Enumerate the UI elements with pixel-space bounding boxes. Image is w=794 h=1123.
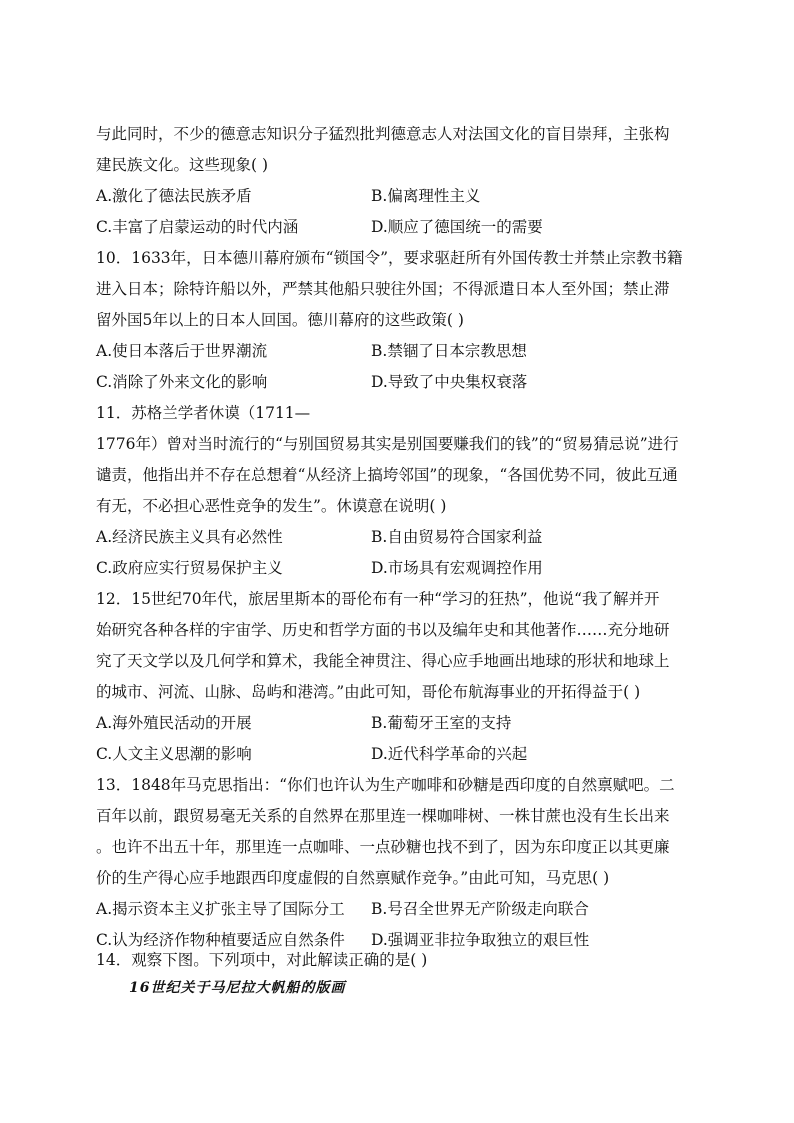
q11-text-line-3: 谴责，他指出并不存在总想着“从经济上搞垮邻国”的现象，“各国优势不同，彼此互通 xyxy=(96,466,678,484)
figure-caption: 16世纪关于马尼拉大帆船的版画 xyxy=(129,980,346,996)
q13-option-c: C.认为经济作物种植要适应自然条件 xyxy=(96,931,345,949)
q11-option-d: D.市场具有宏观调控作用 xyxy=(371,559,543,577)
q11-text-line-1: 11．苏格兰学者休谟（1711— xyxy=(96,404,311,422)
q9-option-c: C.丰富了启蒙运动的时代内涵 xyxy=(96,218,299,236)
q10-option-d: D.导致了中央集权衰落 xyxy=(371,373,528,391)
q9-text-line-2: 建民族文化。这些现象( ) xyxy=(96,156,269,174)
q13-text-line-2: 百年以前，跟贸易毫无关系的自然界在那里连一棵咖啡树、一株甘蔗也没有生长出来 xyxy=(96,807,670,825)
q12-text-line-2: 始研究各种各样的宇宙学、历史和哲学方面的书以及编年史和其他著作……充分地研 xyxy=(96,621,670,639)
q11-text-line-4: 有无，不必担心恶性竞争的发生”。休谟意在说明( ) xyxy=(96,497,447,515)
q13-option-a: A.揭示资本主义扩张主导了国际分工 xyxy=(96,900,345,918)
q9-text-line-1: 与此同时，不少的德意志知识分子猛烈批判德意志人对法国文化的盲目崇拜，主张构 xyxy=(96,125,670,143)
q11-option-a: A.经济民族主义具有必然性 xyxy=(96,528,283,546)
q13-text-line-3: 。也许不出五十年，那里连一点咖啡、一点砂糖也找不到了，因为东印度正以其更廉 xyxy=(96,838,670,856)
q10-option-c: C.消除了外来文化的影响 xyxy=(96,373,268,391)
q9-option-b: B.偏离理性主义 xyxy=(371,187,481,205)
q9-option-a: A.激化了德法民族矛盾 xyxy=(96,187,252,205)
q10-text-line-3: 留外国5年以上的日本人回国。德川幕府的这些政策( ) xyxy=(96,311,464,329)
q12-text-line-4: 的城市、河流、山脉、岛屿和港湾。”由此可知，哥伦布航海事业的开拓得益于( ) xyxy=(96,683,641,701)
q13-option-b: B.号召全世界无产阶级走向联合 xyxy=(371,900,589,918)
q12-option-c: C.人文主义思潮的影响 xyxy=(96,745,252,763)
q11-option-b: B.自由贸易符合国家利益 xyxy=(371,528,543,546)
q13-text-line-4: 价的生产得心应手地跟西印度虚假的自然禀赋作竞争。”由此可知，马克思( ) xyxy=(96,869,610,887)
q13-text-line-1: 13．1848年马克思指出：“你们也许认为生产咖啡和砂糖是西印度的自然禀赋吧。二 xyxy=(96,776,675,794)
q10-text-line-1: 10．1633年，日本德川幕府颁布“锁国令”，要求驱赶所有外国传教士并禁止宗教书籍 xyxy=(96,249,683,267)
q11-text-line-2: 1776年）曾对当时流行的“与别国贸易其实是别国要赚我们的钱”的“贸易猜忌说”进行 xyxy=(96,435,679,453)
q13-option-d: D.强调亚非拉争取独立的艰巨性 xyxy=(371,931,590,949)
q9-option-d: D.顺应了德国统一的需要 xyxy=(371,218,543,236)
q12-option-d: D.近代科学革命的兴起 xyxy=(371,745,528,763)
q12-text-line-3: 究了天文学以及几何学和算术，我能全神贯注、得心应手地画出地球的形状和地球上 xyxy=(96,652,670,670)
q14-text-line-1: 14．观察下图。下列项中，对此解读正确的是( ) xyxy=(96,951,428,969)
q10-option-b: B.禁锢了日本宗教思想 xyxy=(371,342,527,360)
q10-text-line-2: 进入日本；除特许船以外，严禁其他船只驶往外国；不得派遣日本人至外国；禁止滞 xyxy=(96,280,670,298)
q12-option-a: A.海外殖民活动的开展 xyxy=(96,714,252,732)
q12-text-line-1: 12．15世纪70年代，旅居里斯本的哥伦布有一种“学习的狂热”，他说“我了解并开 xyxy=(96,590,660,608)
q10-option-a: A.使日本落后于世界潮流 xyxy=(96,342,268,360)
q11-option-c: C.政府应实行贸易保护主义 xyxy=(96,559,283,577)
q12-option-b: B.葡萄牙王室的支持 xyxy=(371,714,512,732)
